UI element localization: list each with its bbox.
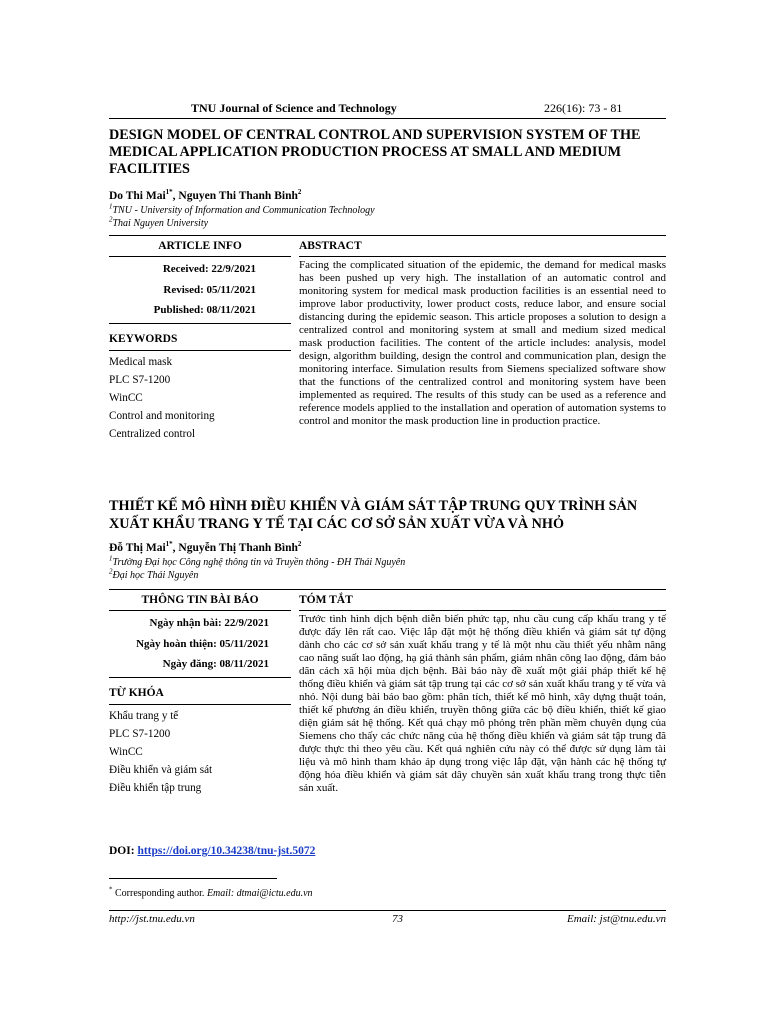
english-abstract-heading: ABSTRACT xyxy=(299,240,362,252)
english-keywords-heading: KEYWORDS xyxy=(109,333,178,345)
keyword: PLC S7-1200 xyxy=(109,728,171,740)
author-separator: , xyxy=(172,542,179,554)
affil-1-num: 1 xyxy=(109,554,113,563)
doi-label: DOI: xyxy=(109,845,138,857)
english-authors xyxy=(109,190,301,202)
keyword: Điều khiển và giám sát xyxy=(109,764,213,776)
vietnamese-dates-rule xyxy=(109,677,291,678)
english-top-rule xyxy=(109,235,666,236)
english-article-info-heading: ARTICLE INFO xyxy=(158,240,242,252)
english-dates xyxy=(109,259,256,321)
affil-2-text: Đại học Thái Nguyên xyxy=(112,570,199,581)
keyword: WinCC xyxy=(109,746,143,758)
vietnamese-abstract-rule xyxy=(299,610,666,611)
vietnamese-abstract-heading: TÓM TẮT xyxy=(299,594,353,606)
footer-rule xyxy=(109,910,666,911)
vietnamese-published: Ngày đăng: 08/11/2021 xyxy=(162,658,269,670)
english-keywords-list xyxy=(109,353,291,443)
keyword: Control and monitoring xyxy=(109,410,215,422)
author-1-sup: 1* xyxy=(165,540,173,549)
english-published: Published: 08/11/2021 xyxy=(153,304,256,316)
affil-2-num: 2 xyxy=(109,567,113,576)
footer-email: Email: jst@tnu.edu.vn xyxy=(566,913,666,925)
author-2-sup: 2 xyxy=(297,540,302,549)
vietnamese-title: THIẾT KẾ MÔ HÌNH ĐIỀU KHIỂN VÀ GIÁM SÁT TẬP TRUNG QUY TRÌNH SẢN XUẤT KHẨU TRANG Y TẾ TẠI CÁC CƠ SỞ SẢN XUẤT VỪA VÀ NHỎ xyxy=(109,498,638,532)
keyword: Centralized control xyxy=(109,428,196,440)
affil-2-text: Thai Nguyen University xyxy=(112,218,209,229)
english-affiliation-2 xyxy=(109,215,209,230)
footer-url: http://jst.tnu.edu.vn xyxy=(109,913,195,925)
vietnamese-received: Ngày nhận bài: 22/9/2021 xyxy=(149,617,269,629)
author-1: Đỗ Thị Mai xyxy=(109,542,166,554)
english-affiliation-1 xyxy=(109,202,375,217)
keyword: WinCC xyxy=(109,392,143,404)
english-title: DESIGN MODEL OF CENTRAL CONTROL AND SUPERVISION SYSTEM OF THE MEDICAL APPLICATION PRODUCTION PROCESS AT SMALL AND MEDIUM FACILITIES xyxy=(109,127,641,177)
journal-volume: 226(16): 73 - 81 xyxy=(544,101,623,115)
vietnamese-affiliation-2 xyxy=(109,567,199,582)
footnote-mark: * xyxy=(109,885,113,894)
author-2: Nguyen Thi Thanh Binh xyxy=(178,190,298,202)
english-abstract-text: Facing the complicated situation of the epidemic, the demand for medical masks has been pushed up very high. The installation of an automatic control and monitoring system for medical mask production facilities is an essential need to improve labor productivity, lower product costs, reduce labor, and ensure social distancing during the epidemic season. This article proposes a solution to design a centralized control and monitoring system at small and medium sized medical mask production facilities. The content of the article includes: analysis, model design, algorithm building, design the control and communication plan, design the monitoring interface. Simulation results from Siemens specialized software show that the functions of the centralized control and monitoring system have been implemented as required. The results of this study can be used as a reference and reference models applied to the installation and operation of automation systems to control and monitor the mask production line in production practice. xyxy=(299,259,666,427)
vietnamese-top-rule xyxy=(109,589,666,590)
author-2: Nguyễn Thị Thanh Bình xyxy=(178,542,298,554)
vietnamese-affiliation-1 xyxy=(109,554,406,569)
journal-name: TNU Journal of Science and Technology xyxy=(191,101,397,115)
english-keywords-rule xyxy=(109,350,291,351)
doi-line xyxy=(109,845,315,857)
vietnamese-article-info-heading: THÔNG TIN BÀI BÁO xyxy=(141,594,259,606)
header-rule xyxy=(109,118,666,119)
footnote-text: Corresponding author. xyxy=(112,888,207,899)
running-header xyxy=(109,101,666,117)
english-abstract-rule xyxy=(299,256,666,257)
footnote-rule xyxy=(109,878,277,879)
english-revised: Revised: 05/11/2021 xyxy=(163,283,256,296)
affil-1-text: TNU - University of Information and Communication Technology xyxy=(112,205,375,216)
vietnamese-dates xyxy=(109,613,269,675)
vietnamese-authors xyxy=(109,542,301,554)
affil-2-num: 2 xyxy=(109,215,113,224)
affil-1-num: 1 xyxy=(109,202,113,211)
keyword: Khẩu trang y tế xyxy=(109,710,179,722)
footnote-email: Email: dtmai@ictu.edu.vn xyxy=(206,888,313,899)
footer-page-number: 73 xyxy=(392,913,403,925)
page-footer xyxy=(109,910,666,926)
keyword: PLC S7-1200 xyxy=(109,374,171,386)
author-1: Do Thi Mai xyxy=(109,190,166,202)
author-1-sup: 1* xyxy=(165,188,173,197)
vietnamese-revised: Ngày hoàn thiện: 05/11/2021 xyxy=(136,637,269,650)
keyword: Medical mask xyxy=(109,356,173,368)
english-dates-rule xyxy=(109,323,291,324)
vietnamese-abstract-text: Trước tình hình dịch bệnh diễn biến phức tạp, nhu cầu cung cấp khẩu trang y tế được đẩy lên rất cao. Việc lắp đặt một hệ thống điều khiển và giám sát tự động dành cho các cơ sở sản xuất khẩu trang y tế là một nhu cầu thiết yếu nhằm nâng cao năng suất lao động, hạ giá thành sản phẩm, giảm nhân công lao động, đảm bảo dãn cách xã hội mùa dịch bệnh. Bài báo này đề xuất một giải pháp thiết kế hệ thống điều khiển và giám sát tập trung tại các cơ sở sản xuất khẩu trang y tế vừa và nhỏ. Nội dung bài báo bao gồm: phân tích, thiết kế mô hình, xây dựng thuật toán, thiết kế phương án điều khiển, truyền thông giữa các bộ điều khiển, thiết kế giao diện giám sát hệ thống. Kết quả chạy mô phỏng trên phần mềm chuyên dụng của Siemens cho thấy các chức năng của hệ thống điều khiển và giám sát tập trung đã được thực thi theo yêu cầu. Kết quả nghiên cứu này có thể được sử dụng làm tài liệu và mô hình tham khảo áp dụng trong việc lắp đặt, vận hành các hệ thống tự động hóa điều khiển và giám sát dây chuyền sản xuất khẩu trang trong thực tiễn sản xuất. xyxy=(299,613,666,794)
author-2-sup: 2 xyxy=(297,188,302,197)
keyword: Điều khiển tập trung xyxy=(109,782,202,794)
vietnamese-keywords-rule xyxy=(109,704,291,705)
vietnamese-keywords-list xyxy=(109,707,291,797)
vietnamese-info-rule xyxy=(109,610,291,611)
author-separator: , xyxy=(172,190,179,202)
english-received: Received: 22/9/2021 xyxy=(162,263,256,275)
doi-link[interactable]: https://doi.org/10.34238/tnu-jst.5072 xyxy=(137,845,316,857)
affil-1-text: Trường Đại học Công nghệ thông tin và Truyền thông - ĐH Thái Nguyên xyxy=(112,557,406,568)
vietnamese-keywords-heading: TỪ KHÓA xyxy=(109,687,164,699)
english-info-rule xyxy=(109,256,291,257)
footnote xyxy=(109,885,313,899)
